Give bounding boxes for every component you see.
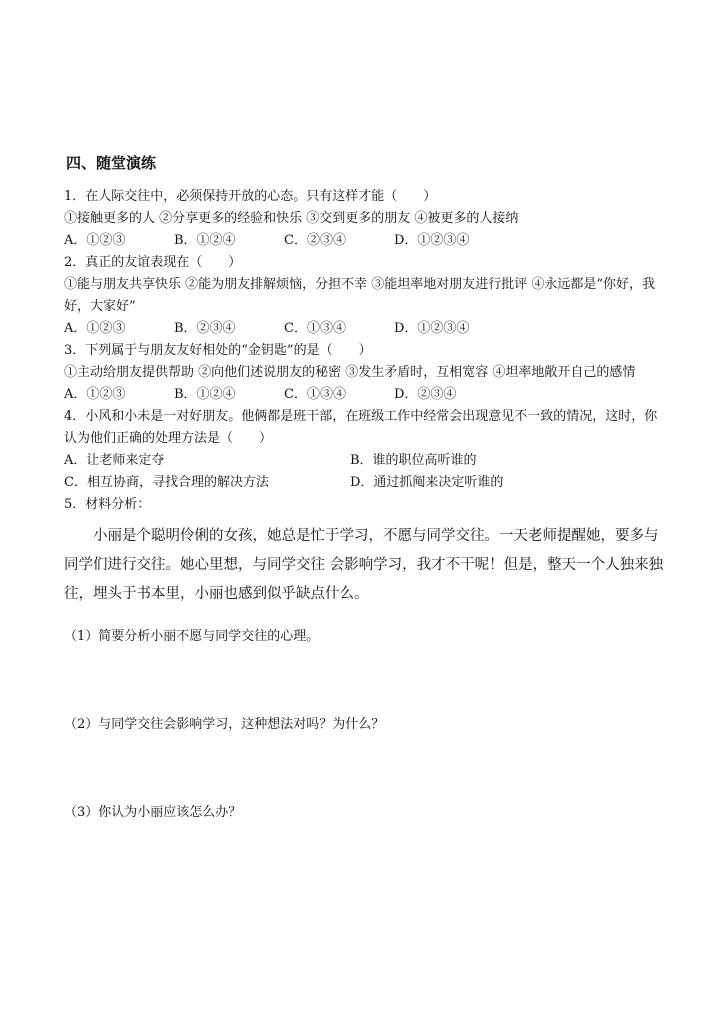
q4-options-row1	[64, 450, 664, 472]
q3-option-b: B．①②④	[174, 387, 236, 402]
q2-stem: 2．真正的友谊表现在（ ）	[64, 255, 242, 270]
q1-option-a: A．①②③	[64, 233, 126, 248]
q5-passage: 小丽是个聪明伶俐的女孩，她总是忙于学习，不愿与同学交往。一天老师提醒她，要多与同学们进行交往。她心里想，与同学交往 会影响学习，我才不干呢！但是，整天一个人独来独往，埋头于书本里，小丽也感到似乎缺点什么。	[64, 528, 664, 602]
q2-option-c: C．①③④	[284, 321, 346, 336]
q2-items: ①能与朋友共享快乐 ②能为朋友排解烦恼，分担不幸 ③能坦率地对朋友进行批评 ④永远都是“你好，我好，大家好”	[64, 277, 656, 314]
q4-option-c: C．相互协商，寻找合理的解决方法	[64, 475, 269, 490]
q1-stem: 1．在人际交往中，必须保持开放的心态。只有这样才能（ ）	[64, 189, 437, 204]
q2-option-b: B．②③④	[174, 321, 236, 336]
q1-option-d: D．①②③④	[394, 233, 470, 248]
q1-option-c: C．②③④	[284, 233, 346, 248]
q2-option-a: A．①②③	[64, 321, 126, 336]
q5-subquestion-2: （2）与同学交往会影响学习，这种想法对吗？为什么？	[64, 717, 385, 732]
section-title: 四、随堂演练	[66, 154, 157, 172]
q3-option-a: A．①②③	[64, 387, 126, 402]
q5-subquestion-1: （1）简要分析小丽不愿与同学交往的心理。	[64, 629, 320, 644]
q2-option-d: D．①②③④	[394, 321, 470, 336]
q3-option-d: D．②③④	[394, 387, 457, 402]
q4-stem: 4．小风和小未是一对好朋友。他俩都是班干部，在班级工作中经常会出现意见不一致的情况，这时，你认为他们正确的处理方法是（ ）	[64, 409, 658, 446]
q5-stem: 5．材料分析：	[64, 497, 151, 512]
q1-option-b: B．①②④	[174, 233, 236, 248]
q4-option-b: B．谁的职位高听谁的	[350, 453, 477, 468]
q4-options-row2	[64, 472, 664, 494]
q3-options	[64, 384, 664, 406]
q5-subquestion-3: （3）你认为小丽应该怎么办？	[64, 805, 242, 820]
q2-options	[64, 318, 664, 340]
q3-stem: 3．下列属于与朋友友好相处的“金钥匙”的是（ ）	[64, 343, 372, 358]
q3-items: ①主动给朋友提供帮助 ②向他们述说朋友的秘密 ③发生矛盾时，互相宽容 ④坦率地敞开自己的感情	[64, 365, 636, 380]
q1-options	[64, 230, 664, 252]
q4-option-a: A．让老师来定夺	[64, 453, 165, 468]
q4-option-d: D．通过抓阄来决定听谁的	[350, 475, 504, 490]
q1-items: ①接触更多的人 ②分享更多的经验和快乐 ③交到更多的朋友 ④被更多的人接纳	[64, 211, 519, 226]
q3-option-c: C．①③④	[284, 387, 346, 402]
exercise-list	[64, 186, 664, 609]
